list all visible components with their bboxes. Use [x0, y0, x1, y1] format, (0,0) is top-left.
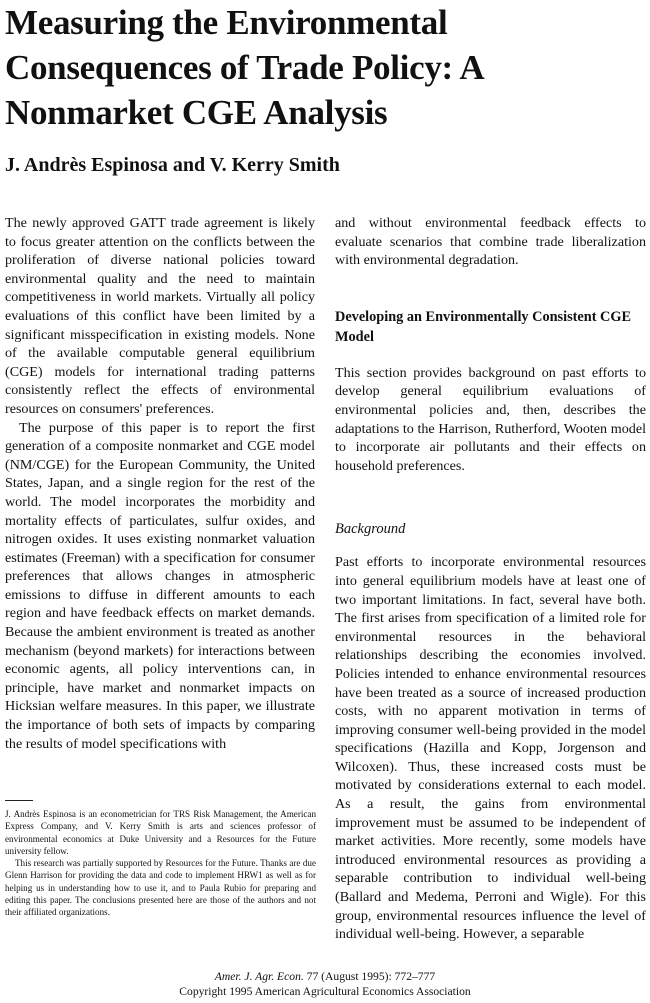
journal-name: Amer. J. Agr. Econ. — [214, 970, 304, 983]
subsection-heading: Background — [335, 521, 406, 538]
footnotes — [5, 808, 316, 919]
body-paragraph: The newly approved GATT trade agreement is likely to focus greater attention on the conflicts between the proliferation of diverse national policies toward environmental quality and the need to maintain competitiveness in world markets. Virtually all policy evaluations of this conflict have been limited by a significant misspecification in existing models. None of the available computable general equilibrium (CGE) models for international trading patterns consistently reflect the effects of environmental resources on consumers' preferences. — [5, 215, 315, 417]
section-paragraph: This section provides background on past efforts to develop general equilibrium evaluations of environmental policies and, then, describes the adaptations to the Harrison, Rutherford, Wooten model to incorporate air pollutants and their effects on household preferences. — [335, 364, 646, 474]
continued-paragraph: and without environmental feedback effects to evaluate scenarios that combine trade liberalization with environmental degradation. — [335, 215, 646, 269]
article-title: Measuring the Environmental Consequences of Trade Policy: A Nonmarket CGE Analysis — [5, 3, 483, 132]
left-column — [5, 214, 315, 753]
right-column — [335, 214, 646, 944]
body-paragraph: The purpose of this paper is to report the first generation of a composite nonmarket and CGE model (NM/CGE) for the European Community, the United States, Japan, and a single region for the rest of the world. The model incorporates the morbidity and mortality effects of particulates, sulfur oxides, and nitrogen oxides. It uses existing nonmarket valuation estimates (Freeman) with a specification for consumer preferences that allows changes in atmospheric emissions to diffuse in different amounts to each region and have feedback effects on market demands. Because the ambient environment is treated as another mechanism (beyond markets) for interactions between economic agents, all policy interventions can, in principle, have market and nonmarket impacts on Hicksian welfare measures. In this paper, we illustrate the importance of both sets of impacts by comparing the results of model specifications with — [5, 419, 315, 752]
footnote-affiliation: J. Andrès Espinosa is an econometrician for TRS Risk Management, the American Express Company, and V. Kerry Smith is arts and sciences professor of environmental economics at Duke University and a Resources for the Future university fellow. — [5, 809, 316, 856]
journal-issue: 77 (August 1995): 772–777 — [306, 970, 436, 983]
footnote-acknowledgment: This research was partially supported by Resources for the Future. Thanks are due Glenn Harrison for providing the data and code to implement HRW1 as well as for helping us in understanding how to use it, and to Paula Rubio for preparing and editing this paper. The conclusions presented here are those of the authors and not their affiliated organizations. — [5, 858, 316, 918]
copyright-line: Copyright 1995 American Agricultural Economics Association — [179, 985, 471, 998]
citation-line — [0, 969, 650, 984]
journal-footer — [0, 969, 650, 999]
author-line: J. Andrès Espinosa and V. Kerry Smith — [5, 154, 340, 176]
footnote-divider — [5, 800, 33, 801]
subsection-paragraph: Past efforts to incorporate environmental resources into general equilibrium models have at least one of two important limitations. In fact, several have both. The first arises from specification of a limited role for environmental resources in the behavioral relationships describing the economies involved. Policies intended to enhance environmental resources have been treated as a source of increased production costs, with no apparent motivation in terms of improving consumer well-being provided in the model specifications (Hazilla and Kopp, Jorgenson and Wilcoxen). Thus, these increased costs must be motivated by considerations external to each model. As a result, the gains from environmental improvement must be assumed to be independent of market activities. More recently, some models have introduced environmental resources as providing a separable contribution to individual well-being (Ballard and Medema, Perroni and Wigle). For this group, environmental resources influence the level of individual well-being. However, a separable — [335, 554, 646, 943]
section-heading: Developing an Environmentally Consistent CGE Model — [335, 308, 632, 345]
